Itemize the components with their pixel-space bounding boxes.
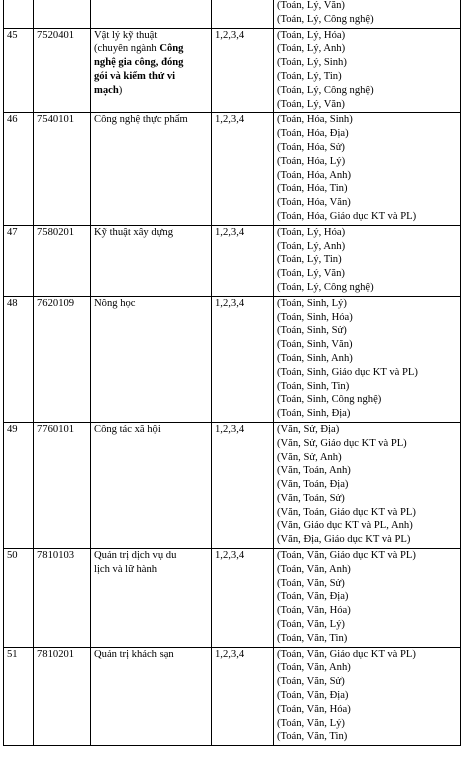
major-name-line: Công tác xã hội — [94, 423, 161, 435]
subject-combination: (Toán, Lý, Tin) — [277, 254, 342, 266]
subject-combination: (Toán, Sinh, Công nghệ) — [277, 394, 382, 406]
major-name-line: Nông học — [94, 297, 136, 309]
row-number: 47 — [4, 225, 34, 296]
subject-combination: (Toán, Văn, Anh) — [277, 662, 351, 674]
major-name — [91, 296, 212, 422]
major-name-part: Công — [159, 43, 184, 55]
subject-combination: (Toán, Lý, Anh) — [277, 43, 346, 55]
row-number: 46 — [4, 113, 34, 225]
subject-combination: (Toán, Hóa, Tin) — [277, 183, 348, 195]
subject-combination: (Toán, Văn, Giáo dục KT và PL) — [277, 648, 416, 660]
subject-combination: (Toán, Văn, Địa) — [277, 591, 349, 603]
table-row — [4, 113, 461, 225]
subject-combination: (Toán, Hóa, Anh) — [277, 169, 351, 181]
subject-combination: (Toán, Văn, Hóa) — [277, 703, 351, 715]
major-name — [91, 113, 212, 225]
subject-combinations — [274, 0, 461, 28]
major-code — [34, 0, 91, 28]
row-number: 50 — [4, 549, 34, 648]
subject-combination: (Toán, Sinh, Địa) — [277, 408, 351, 420]
subject-combination: (Toán, Lý, Văn) — [277, 98, 345, 110]
subject-combination: (Toán, Sinh, Giáo dục KT và PL) — [277, 366, 418, 378]
subject-combination: (Toán, Hóa, Lý) — [277, 155, 346, 167]
subject-combination: (Toán, Hóa, Sử) — [277, 141, 345, 153]
subject-combination: (Văn, Toán, Địa) — [277, 479, 349, 491]
table-row — [4, 296, 461, 422]
major-code: 7620109 — [34, 296, 91, 422]
row-number: 51 — [4, 647, 34, 746]
subject-combination: (Văn, Toán, Giáo dục KT và PL) — [277, 506, 416, 518]
major-name-part: mạch — [94, 84, 119, 96]
major-name-part: (chuyên ngành — [94, 43, 160, 55]
major-name-line: Công nghệ thực phẩm — [94, 114, 188, 126]
subject-combination: (Văn, Giáo dục KT và PL, Anh) — [277, 520, 413, 532]
major-code: 7540101 — [34, 113, 91, 225]
major-name-line: lịch và lữ hành — [94, 563, 158, 575]
major-name — [91, 422, 212, 548]
table-row — [4, 225, 461, 296]
admission-methods: 1,2,3,4 — [212, 113, 274, 225]
row-number — [4, 0, 34, 28]
admission-methods — [212, 0, 274, 28]
major-name-part: ) — [118, 84, 123, 96]
major-name-line: Quản trị khách sạn — [94, 648, 174, 660]
subject-combinations — [274, 296, 461, 422]
major-code: 7810103 — [34, 549, 91, 648]
admission-methods: 1,2,3,4 — [212, 647, 274, 746]
table-row — [4, 647, 461, 746]
major-name-part: Vật lý kỹ thuật — [94, 29, 158, 41]
major-name — [91, 225, 212, 296]
subject-combinations — [274, 549, 461, 648]
subject-combination: (Toán, Lý, Tin) — [277, 70, 342, 82]
major-code: 7760101 — [34, 422, 91, 548]
subject-combination: (Toán, Lý, Anh) — [277, 240, 346, 252]
major-code: 7810201 — [34, 647, 91, 746]
major-name — [91, 0, 212, 28]
subject-combination: (Toán, Lý, Văn) — [277, 268, 345, 280]
subject-combinations — [274, 113, 461, 225]
subject-combination: (Toán, Sinh, Tin) — [277, 380, 350, 392]
subject-combination: (Văn, Sử, Anh) — [277, 451, 342, 463]
admission-methods: 1,2,3,4 — [212, 549, 274, 648]
major-name-line: Kỹ thuật xây dựng — [94, 226, 174, 238]
subject-combination: (Toán, Văn, Địa) — [277, 690, 349, 702]
admission-methods: 1,2,3,4 — [212, 296, 274, 422]
admission-methods: 1,2,3,4 — [212, 28, 274, 113]
subject-combination: (Toán, Sinh, Văn) — [277, 339, 353, 351]
subject-combination: (Toán, Lý, Hóa) — [277, 226, 346, 238]
table-row — [4, 0, 461, 28]
subject-combination: (Văn, Địa, Giáo dục KT và PL) — [277, 534, 411, 546]
subject-combination: (Toán, Lý, Công nghệ) — [277, 13, 374, 25]
subject-combination: (Toán, Văn, Hóa) — [277, 605, 351, 617]
subject-combinations — [274, 225, 461, 296]
subject-combination: (Toán, Văn, Tin) — [277, 632, 348, 644]
subject-combination: (Toán, Văn, Sử) — [277, 577, 345, 589]
subject-combination: (Toán, Hóa, Văn) — [277, 197, 351, 209]
subject-combination: (Toán, Lý, Công nghệ) — [277, 281, 374, 293]
subject-combination: (Toán, Sinh, Anh) — [277, 352, 353, 364]
admission-methods: 1,2,3,4 — [212, 225, 274, 296]
subject-combination: (Toán, Văn, Anh) — [277, 563, 351, 575]
major-code: 7580201 — [34, 225, 91, 296]
subject-combination: (Toán, Văn, Sử) — [277, 676, 345, 688]
subject-combination: (Toán, Hóa, Giáo dục KT và PL) — [277, 210, 417, 222]
major-name-line: Quản trị dịch vụ du — [94, 550, 177, 562]
subject-combination: (Toán, Sinh, Sử) — [277, 325, 347, 337]
subject-combination: (Toán, Lý, Văn) — [277, 0, 345, 11]
subject-combination: (Toán, Lý, Công nghệ) — [277, 84, 374, 96]
subject-combinations — [274, 647, 461, 746]
major-name — [91, 28, 212, 113]
major-code: 7520401 — [34, 28, 91, 113]
row-number: 48 — [4, 296, 34, 422]
subject-combination: (Văn, Toán, Sử) — [277, 492, 345, 504]
subject-combination: (Toán, Hóa, Sinh) — [277, 114, 353, 126]
subject-combination: (Văn, Sử, Địa) — [277, 423, 340, 435]
subject-combinations — [274, 28, 461, 113]
row-number: 45 — [4, 28, 34, 113]
major-name-part: gói và kiểm thử vi — [94, 70, 176, 82]
subject-combination: (Toán, Sinh, Hóa) — [277, 311, 353, 323]
major-name-part: nghệ gia công, đóng — [94, 57, 184, 69]
subject-combination: (Toán, Hóa, Địa) — [277, 128, 349, 140]
subject-combinations — [274, 422, 461, 548]
table-row — [4, 422, 461, 548]
subject-combination: (Văn, Toán, Anh) — [277, 465, 351, 477]
subject-combination: (Toán, Sinh, Lý) — [277, 297, 347, 309]
table-body — [4, 0, 461, 746]
subject-combination: (Văn, Sử, Giáo dục KT và PL) — [277, 437, 407, 449]
admissions-table — [3, 0, 461, 746]
subject-combination: (Toán, Văn, Tin) — [277, 731, 348, 743]
subject-combination: (Toán, Lý, Sinh) — [277, 57, 347, 69]
major-name — [91, 647, 212, 746]
admission-methods: 1,2,3,4 — [212, 422, 274, 548]
subject-combination: (Toán, Văn, Lý) — [277, 717, 345, 729]
major-name — [91, 549, 212, 648]
table-row — [4, 28, 461, 113]
subject-combination: (Toán, Lý, Hóa) — [277, 29, 346, 41]
subject-combination: (Toán, Văn, Giáo dục KT và PL) — [277, 550, 416, 562]
subject-combination: (Toán, Văn, Lý) — [277, 619, 345, 631]
row-number: 49 — [4, 422, 34, 548]
table-row — [4, 549, 461, 648]
